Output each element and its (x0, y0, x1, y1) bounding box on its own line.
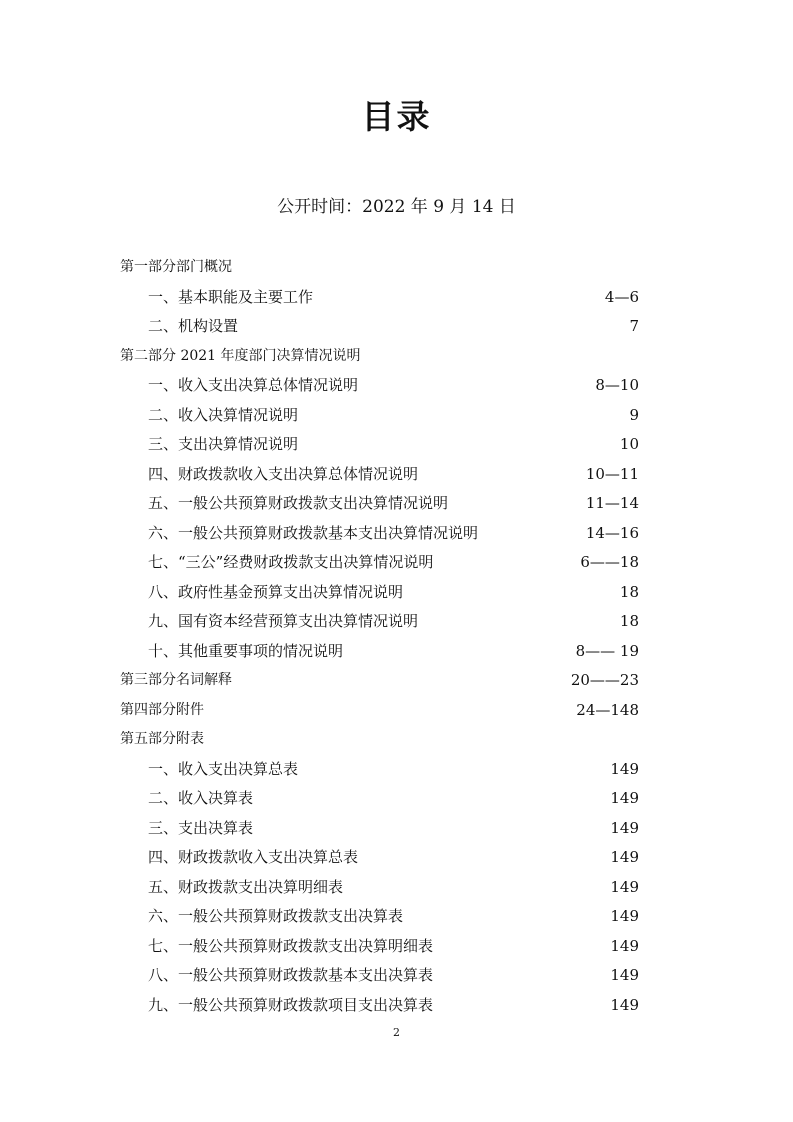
toc-label: 第一部分部门概况 (120, 259, 232, 275)
toc-page-ref: 149 (610, 907, 639, 925)
toc-label: 三、支出决算表 (148, 818, 254, 837)
toc-entry[interactable] (148, 639, 639, 663)
toc-label: 二、收入决算情况说明 (148, 405, 299, 424)
dot-leader (419, 462, 585, 486)
toc-page-ref: 149 (610, 877, 639, 896)
toc-page-ref: 149 (610, 966, 639, 984)
toc-page-ref: 149 (610, 995, 639, 1014)
toc-section[interactable] (120, 255, 639, 279)
toc-label: 第四部分附件 (120, 701, 204, 718)
toc-label: 九、一般公共预算财政拨款项目支出决算表 (148, 995, 434, 1014)
toc-page-ref: 8—— 19 (575, 641, 639, 660)
dot-leader (404, 580, 619, 604)
toc-entry[interactable] (148, 403, 639, 427)
dot-leader (254, 786, 609, 810)
dot-leader (205, 698, 575, 722)
toc-entry[interactable] (148, 993, 639, 1017)
toc-label: 六、一般公共预算财政拨款支出决算表 (148, 907, 404, 925)
toc-entry[interactable] (148, 934, 639, 958)
toc-page-ref: 24—148 (576, 700, 639, 719)
dot-leader (233, 668, 570, 692)
toc-label: 二、收入决算表 (148, 789, 254, 807)
toc-label: 一、收入支出决算总表 (148, 759, 299, 778)
toc-label: 九、国有资本经营预算支出决算情况说明 (148, 612, 419, 630)
toc-page-ref: 11—14 (585, 494, 639, 512)
toc-entry[interactable] (148, 904, 639, 928)
toc-page-ref: 149 (610, 759, 639, 778)
toc-entry[interactable] (148, 963, 639, 987)
toc-entry[interactable] (148, 550, 639, 574)
toc-entry[interactable] (148, 816, 639, 840)
toc-entry[interactable] (148, 875, 639, 899)
dot-leader (434, 963, 609, 987)
toc-label: 三、支出决算情况说明 (148, 435, 299, 453)
toc-page-ref: 149 (610, 818, 639, 837)
toc-page-ref: 14—16 (585, 523, 639, 542)
toc-label: 一、收入支出决算总体情况说明 (148, 376, 359, 394)
toc-label: 四、财政拨款收入支出决算总表 (148, 848, 359, 866)
toc-entry[interactable] (148, 432, 639, 456)
toc-label: 七、“三公”经费财政拨款支出决算情况说明 (148, 553, 434, 571)
toc-page-ref: 149 (610, 789, 639, 807)
toc-label: 第五部分附表 (120, 731, 204, 747)
toc-section[interactable] (120, 668, 639, 692)
dot-leader (344, 875, 609, 899)
page-title: 目录 (361, 97, 432, 136)
toc-label: 八、一般公共预算财政拨款基本支出决算表 (148, 966, 434, 984)
toc-page-ref: 18 (619, 612, 639, 630)
toc-entry[interactable] (148, 521, 639, 545)
dot-leader (299, 432, 619, 456)
page-number: 2 (393, 1026, 400, 1039)
toc-entry[interactable] (148, 462, 639, 486)
dot-leader (359, 373, 594, 397)
toc-entry[interactable] (148, 373, 639, 397)
toc-label: 八、政府性基金预算支出决算情况说明 (148, 582, 404, 601)
toc-section[interactable] (120, 344, 639, 368)
toc-page-ref: 7 (629, 317, 639, 335)
toc-label: 十、其他重要事项的情况说明 (148, 641, 344, 660)
toc-page-ref: 6——18 (580, 553, 639, 571)
dot-leader (434, 550, 579, 574)
dot-leader (299, 403, 628, 427)
dot-leader (419, 609, 619, 633)
toc-page-ref: 9 (629, 405, 639, 424)
toc-label: 第三部分名词解释 (120, 672, 232, 688)
toc-page-ref: 10—11 (585, 464, 639, 483)
toc-label: 第二部分 2021 年度部门决算情况说明 (120, 347, 361, 364)
toc-entry[interactable] (148, 580, 639, 604)
toc-page-ref: 20——23 (570, 671, 639, 689)
toc-label: 一、基本职能及主要工作 (148, 287, 314, 306)
dot-leader (344, 639, 575, 663)
toc-section[interactable] (120, 698, 639, 722)
toc-page-ref: 149 (610, 848, 639, 866)
publish-date: 公开时间：2022 年 9 月 14 日 (277, 197, 516, 217)
toc-entry[interactable] (148, 609, 639, 633)
toc-entry[interactable] (148, 786, 639, 810)
toc-page-ref: 10 (619, 435, 639, 453)
toc-section[interactable] (120, 727, 639, 751)
dot-leader (254, 816, 609, 840)
dot-leader (299, 757, 609, 781)
toc-label: 五、一般公共预算财政拨款支出决算情况说明 (148, 494, 449, 512)
toc-page-ref: 149 (610, 936, 639, 955)
toc-entry[interactable] (148, 314, 639, 338)
dot-leader (314, 285, 604, 309)
toc-page-ref: 18 (619, 582, 639, 601)
dot-leader (479, 521, 585, 545)
toc-label: 七、一般公共预算财政拨款支出决算明细表 (148, 936, 434, 955)
dot-leader (434, 934, 609, 958)
dot-leader (449, 491, 585, 515)
dot-leader (404, 904, 609, 928)
toc-entry[interactable] (148, 845, 639, 869)
toc-page-ref: 8—10 (595, 376, 639, 394)
dot-leader (239, 314, 628, 338)
dot-leader (434, 993, 609, 1017)
toc-label: 四、财政拨款收入支出决算总体情况说明 (148, 464, 419, 483)
toc-label: 五、财政拨款支出决算明细表 (148, 877, 344, 896)
toc-page-ref: 4—6 (604, 287, 639, 306)
toc-entry[interactable] (148, 757, 639, 781)
toc-label: 二、机构设置 (148, 317, 239, 335)
toc-entry[interactable] (148, 491, 639, 515)
dot-leader (359, 845, 609, 869)
toc-label: 六、一般公共预算财政拨款基本支出决算情况说明 (148, 523, 479, 542)
toc-entry[interactable] (148, 285, 639, 309)
